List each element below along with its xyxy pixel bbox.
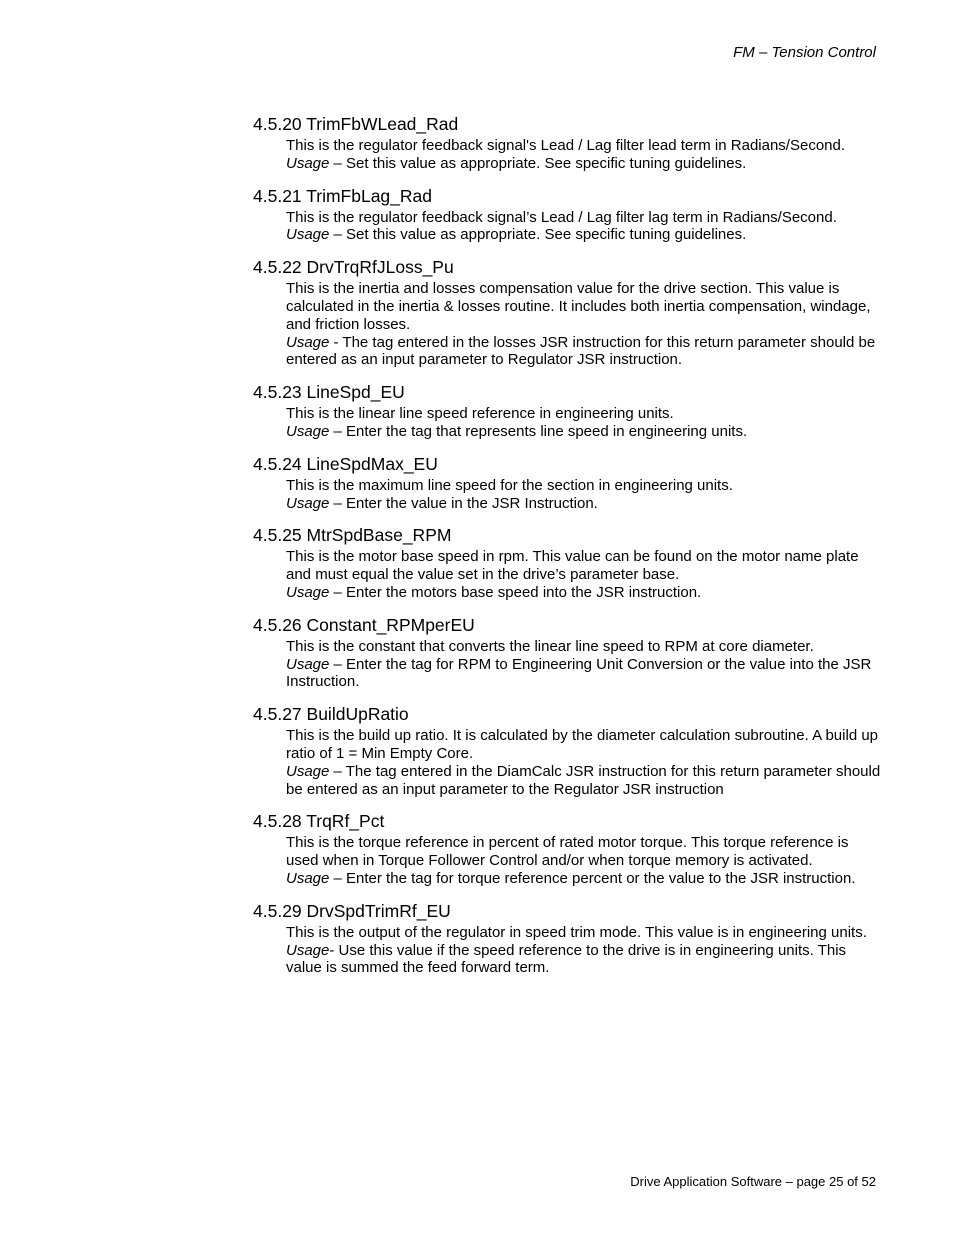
section-4-5-27 [253, 703, 883, 798]
section-heading [253, 185, 883, 207]
section-name: DrvSpdTrimRf_EU [306, 900, 451, 921]
section-heading [253, 614, 883, 636]
section-number: 4.5.28 [253, 811, 302, 832]
section-description: This is the maximum line speed for the section in engineering units. [286, 476, 733, 494]
section-heading [253, 900, 883, 922]
section-description: This is the constant that converts the linear line speed to RPM at core diameter. [286, 637, 814, 655]
document-body [253, 113, 883, 989]
usage-label: Usage [286, 583, 330, 601]
section-body [286, 727, 883, 798]
section-number: 4.5.21 [253, 185, 302, 206]
section-heading [253, 256, 883, 278]
usage-text: – The tag entered in the DiamCalc JSR instruction for this return parameter should be entered as an input parameter to the Regulator JSR instruction [286, 762, 881, 798]
section-usage [286, 763, 883, 799]
usage-text: – Set this value as appropriate. See specific tuning guidelines. [329, 226, 747, 244]
section-usage [286, 584, 883, 602]
section-heading [253, 524, 883, 546]
section-name: LineSpd_EU [306, 382, 405, 403]
section-number: 4.5.25 [253, 525, 302, 546]
section-description: This is the build up ratio. It is calculated by the diameter calculation subroutine. A build up ratio of 1 = Min Empty Core. [286, 727, 879, 762]
section-number: 4.5.24 [253, 453, 302, 474]
section-usage [286, 334, 883, 370]
section-body [286, 638, 883, 691]
usage-label: Usage [286, 333, 330, 351]
section-description: This is the inertia and losses compensation value for the drive section. This value is calculated in the inertia & losses routine. It includes both inertia compensation, windage, and friction losses. [286, 280, 871, 333]
usage-label: Usage [286, 494, 330, 512]
section-4-5-20 [253, 113, 883, 173]
section-name: Constant_RPMperEU [306, 614, 475, 635]
section-body [286, 209, 883, 245]
section-4-5-21 [253, 185, 883, 245]
section-heading [253, 113, 883, 135]
section-body [286, 477, 883, 513]
section-body [286, 924, 883, 977]
section-4-5-25 [253, 524, 883, 601]
usage-text: – Set this value as appropriate. See specific tuning guidelines. [329, 154, 747, 172]
section-name: TrimFbLag_Rad [306, 185, 432, 206]
section-usage [286, 423, 883, 441]
section-4-5-28 [253, 810, 883, 887]
usage-label: Usage [286, 869, 330, 887]
section-usage [286, 226, 883, 244]
section-number: 4.5.29 [253, 900, 302, 921]
section-4-5-29 [253, 900, 883, 977]
usage-label: Usage [286, 762, 330, 780]
section-name: BuildUpRatio [306, 704, 409, 725]
usage-text: - The tag entered in the losses JSR instruction for this return parameter should be entered as an input parameter to Regulator JSR instruction. [286, 333, 876, 369]
section-description: This is the torque reference in percent of rated motor torque. This torque reference is used when in Torque Follower Control and/or when torque memory is activated. [286, 834, 849, 870]
usage-text: – Enter the tag that represents line speed in engineering units. [329, 422, 748, 440]
usage-text: – Enter the tag for RPM to Engineering Unit Conversion or the value into the JSR Instruction. [286, 655, 872, 691]
section-usage [286, 870, 883, 888]
section-body [286, 280, 883, 369]
section-description: This is the regulator feedback signal's Lead / Lag filter lead term in Radians/Second. [286, 137, 846, 154]
usage-label: Usage [286, 154, 330, 172]
section-usage [286, 656, 883, 692]
section-usage [286, 155, 883, 173]
usage-text: - Use this value if the speed reference to the drive is in engineering units. This value is summed the feed forward term. [286, 941, 847, 977]
usage-label: Usage [286, 226, 330, 244]
section-description: This is the regulator feedback signal’s Lead / Lag filter lag term in Radians/Second. [286, 208, 837, 226]
section-heading [253, 453, 883, 475]
section-number: 4.5.27 [253, 704, 302, 725]
usage-text: – Enter the value in the JSR Instruction. [329, 494, 598, 512]
section-4-5-26 [253, 614, 883, 691]
section-description: This is the output of the regulator in speed trim mode. This value is in engineering units. [286, 923, 867, 941]
section-number: 4.5.23 [253, 382, 302, 403]
usage-text: – Enter the motors base speed into the JSR instruction. [329, 583, 702, 601]
page-footer: Drive Application Software – page 25 of 52 [630, 1174, 876, 1189]
section-heading [253, 703, 883, 725]
usage-label: Usage [286, 655, 330, 673]
section-name: DrvTrqRfJLoss_Pu [306, 257, 454, 278]
section-number: 4.5.26 [253, 614, 302, 635]
section-body [286, 137, 883, 173]
section-number: 4.5.20 [253, 114, 302, 134]
section-heading [253, 810, 883, 832]
section-body [286, 548, 883, 601]
section-heading [253, 381, 883, 403]
section-name: TrimFbWLead_Rad [306, 114, 459, 134]
section-body [286, 834, 883, 887]
section-4-5-22 [253, 256, 883, 369]
section-name: TrqRf_Pct [306, 811, 385, 832]
running-header: FM – Tension Control [733, 44, 876, 61]
section-4-5-24 [253, 453, 883, 513]
section-number: 4.5.22 [253, 257, 302, 278]
usage-label: Usage [286, 941, 330, 959]
section-description: This is the linear line speed reference in engineering units. [286, 405, 674, 423]
section-name: MtrSpdBase_RPM [306, 525, 452, 546]
section-body [286, 405, 883, 441]
section-usage [286, 942, 883, 978]
section-usage [286, 495, 883, 513]
usage-text: – Enter the tag for torque reference percent or the value to the JSR instruction. [329, 869, 856, 887]
section-4-5-23 [253, 381, 883, 441]
section-name: LineSpdMax_EU [306, 453, 438, 474]
usage-label: Usage [286, 422, 330, 440]
section-description: This is the motor base speed in rpm. This value can be found on the motor name plate and must equal the value set in the drive’s parameter base. [286, 548, 859, 584]
